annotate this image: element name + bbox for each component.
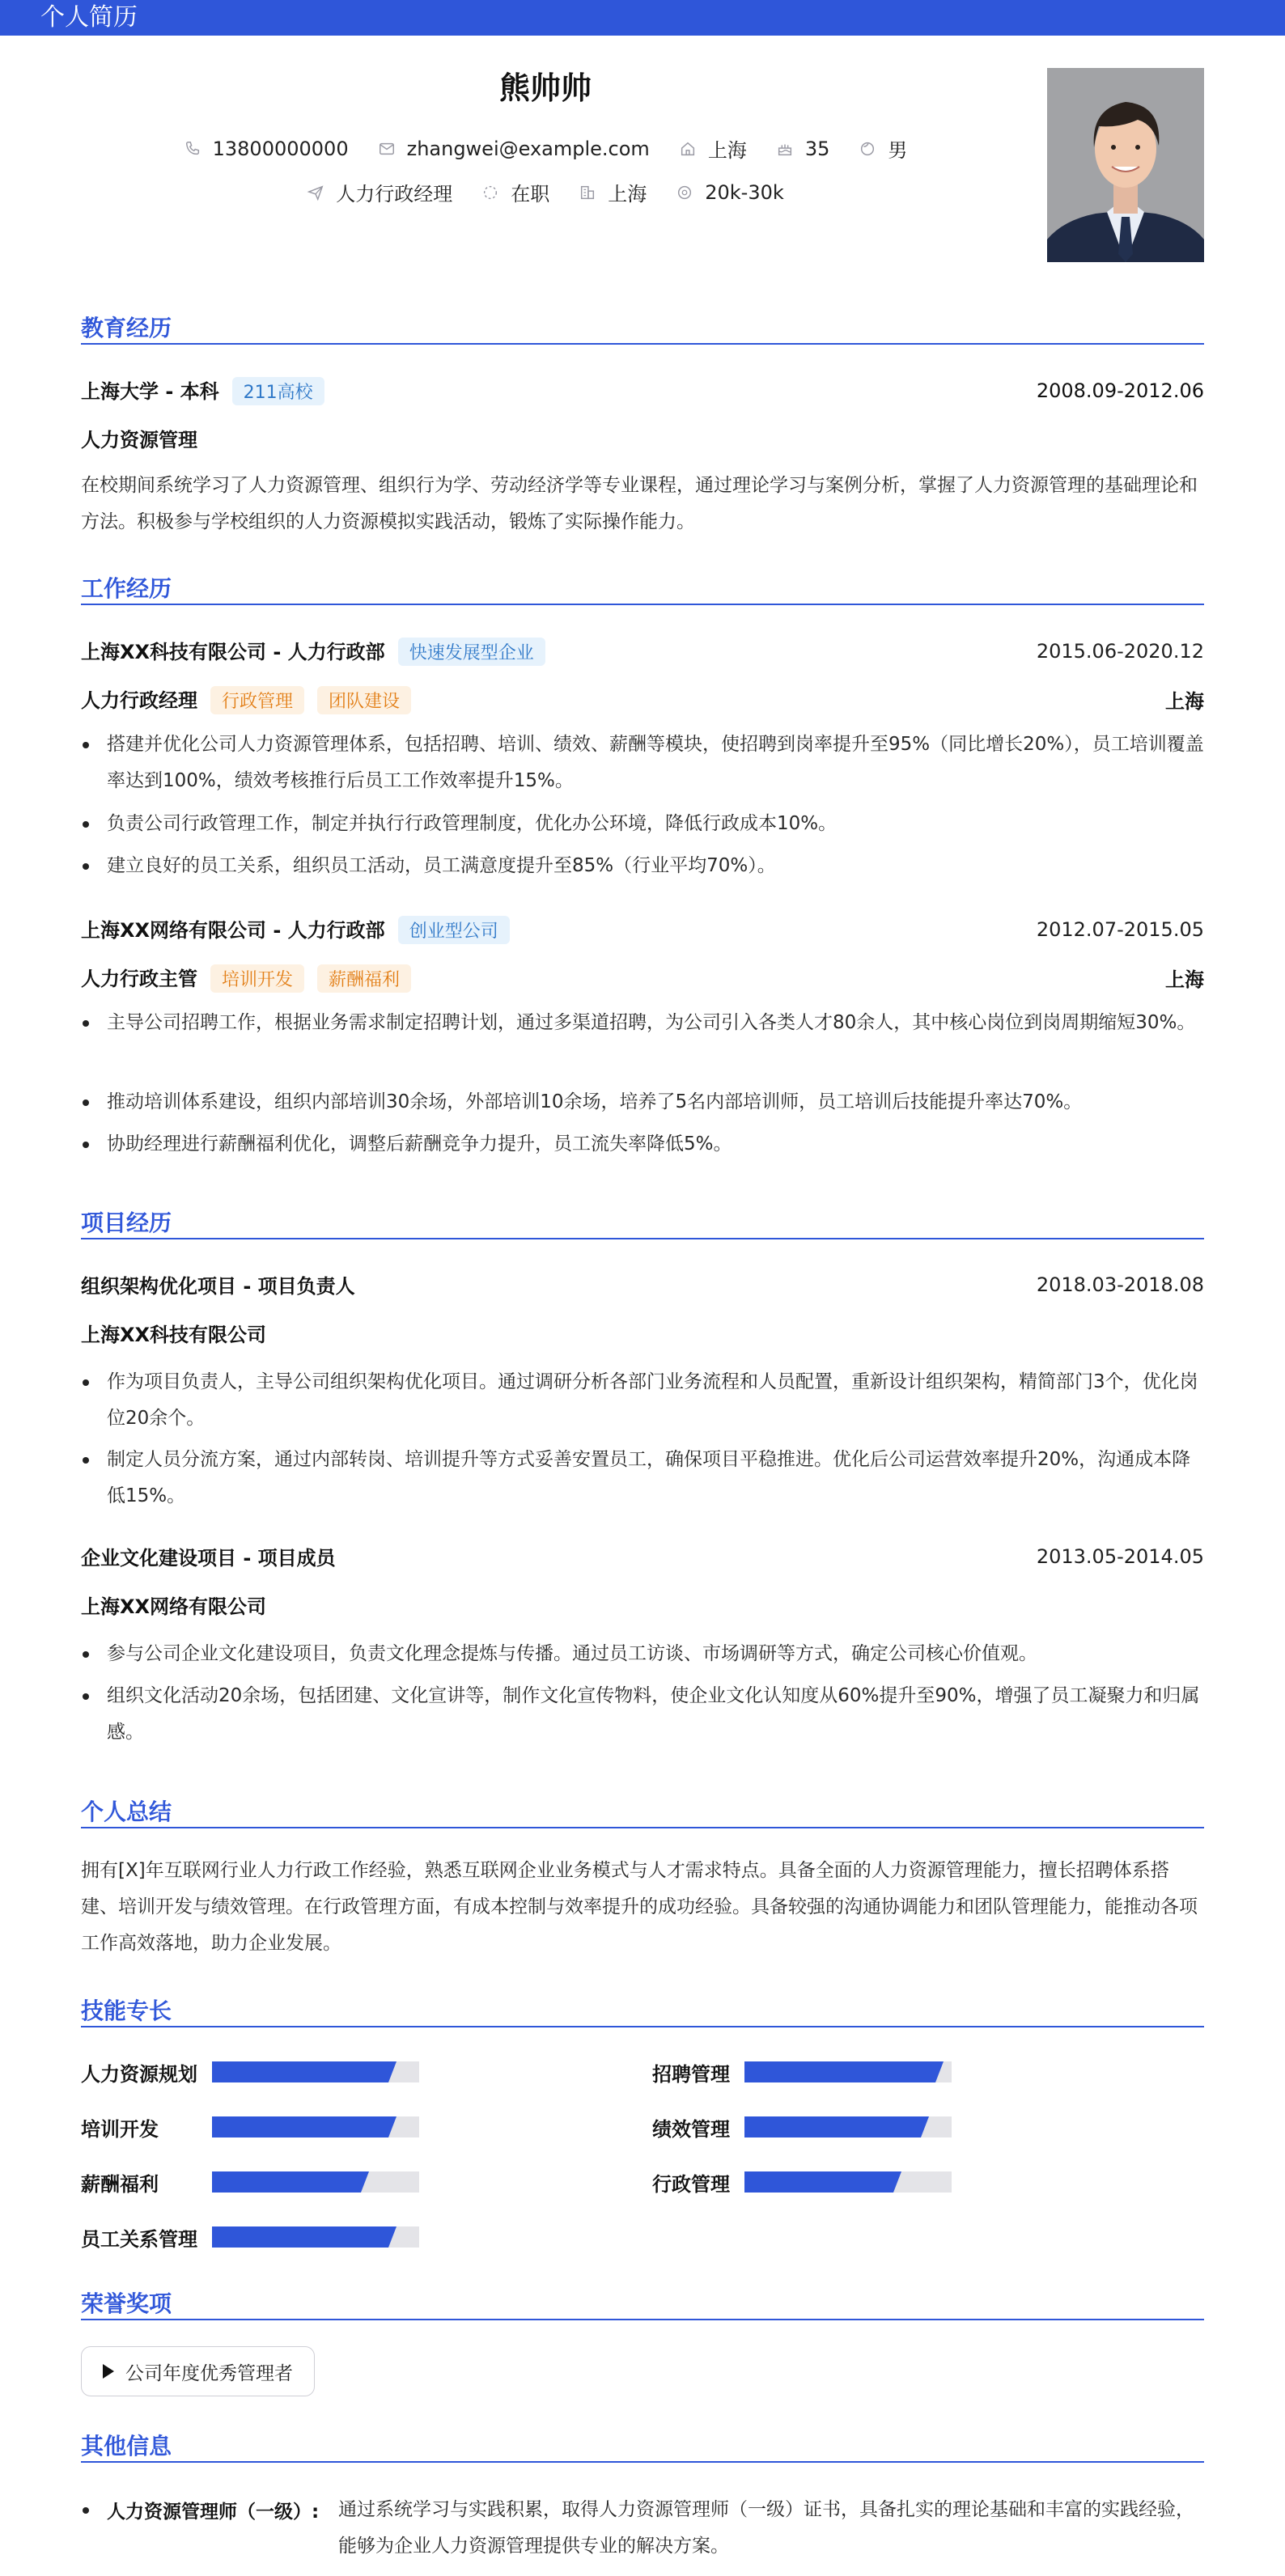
skill-fill [212,2226,388,2248]
job-company: 上海XX网络有限公司 - 人力行政部 [81,919,385,942]
email-text: zhangwei@example.com [406,137,650,160]
section-title-education: 教育经历 [81,315,172,341]
job-date: 2012.07-2015.05 [1036,917,1204,941]
job-intent-row [0,178,1091,206]
section-divider [81,1827,1204,1828]
job-position: 人力行政主管 [81,968,197,990]
project-name: 组织架构优化项目 - 项目负责人 [81,1275,355,1298]
candidate-name: 熊帅帅 [498,70,592,106]
loading-icon [481,184,499,201]
skill-fill [744,2171,893,2193]
skill-name: 培训开发 [81,2118,159,2141]
section-divider [81,1238,1204,1239]
skill-bar [212,2226,419,2248]
job-bullet: 主导公司招聘工作，根据业务需求制定招聘计划，通过多渠道招聘，为公司引入各类人才80余人，其中核心岗位到岗周期缩短30%。 [81,1005,1204,1041]
job-company-tag: 快速发展型企业 [398,638,545,666]
job-bullet: 搭建并优化公司人力资源管理体系，包括招聘、培训、绩效、薪酬等模块，使招聘到岗率提升至95%（同比增长20%），员工培训覆盖率达到100%，绩效考核推行后员工工作效率提升15%。 [81,727,1204,799]
section-title-honors: 荣誉奖项 [81,2290,172,2317]
project-company-row [81,1319,1204,1347]
target-job-text: 人力行政经理 [336,183,453,205]
skill-fill [212,2171,361,2193]
job-position-row [81,684,1204,714]
skill-bar [212,2061,419,2082]
status-item [481,178,549,206]
project-bullet: 作为项目负责人，主导公司组织架构优化项目。通过调研分析各部门业务流程和人员配置，重新设计组织架构，精简部门3个，优化岗位20余个。 [81,1364,1204,1437]
section-title-projects: 项目经历 [81,1210,172,1236]
skill-bar [744,2171,952,2193]
honor-label: 公司年度优秀管理者 [125,2362,293,2384]
job-position-row [81,963,1204,993]
skill-fill [744,2116,921,2137]
job-skill-tag: 团队建设 [317,686,411,714]
skill-name: 人力资源规划 [81,2063,197,2086]
job-skill-tag: 培训开发 [210,964,304,993]
project-bullet: 参与公司企业文化建设项目，负责文化理念提炼与传播。通过员工访谈、市场调研等方式，确定公司核心价值观。 [81,1636,1204,1672]
mail-icon [378,140,396,158]
section-divider [81,2461,1204,2463]
section-title-summary: 个人总结 [81,1799,172,1825]
project-header-row [81,1270,1204,1299]
target-city-item [579,178,647,206]
status-text: 在职 [511,183,550,205]
other-info-key: 人力资源管理师（一级）: [107,2502,320,2523]
education-date: 2008.09-2012.06 [1036,379,1204,402]
skill-bar [212,2171,419,2193]
coin-icon [676,184,693,201]
job-bullet: 负责公司行政管理工作，制定并执行行政管理制度，优化办公环境，降低行政成本10%。 [81,806,1204,842]
salary-text: 20k-30k [705,180,784,204]
section-title-skills: 技能专长 [81,1998,172,2024]
section-divider [81,343,1204,345]
salary-item [676,181,784,204]
gender-text: 男 [888,139,908,162]
other-info-value: 通过系统学习与实践积累，取得人力资源管理师（一级）证书，具备扎实的理论基础和丰富的实践经验，能够为企业人力资源管理提供专业的解决方案。 [338,2499,1194,2557]
skill-bar [744,2061,952,2082]
play-icon [103,2364,114,2379]
email-item [378,138,650,160]
section-title-work: 工作经历 [81,575,172,602]
contact-row [0,134,1091,163]
project-name: 企业文化建设项目 - 项目成员 [81,1547,336,1570]
age-text: 35 [804,137,830,160]
city-text: 上海 [707,139,747,162]
education-major-row [81,424,1204,452]
job-bullet: 建立良好的员工关系，组织员工活动，员工满意度提升至85%（行业平均70%）。 [81,848,1204,884]
job-location: 上海 [1165,690,1204,713]
phone-icon [184,140,201,158]
summary-text: 拥有[X]年互联网行业人力行政工作经验，熟悉互联网企业业务模式与人才需求特点。具备全面的人力资源管理能力，擅长招聘体系搭建、培训开发与绩效管理。在行政管理方面，有成本控制与效率提升的成功经验。具备较强的沟通协调能力和团队管理能力，能推动各项工作高效落地，助力企业发展。 [81,1860,1198,1954]
job-company-tag: 创业型公司 [398,916,510,944]
age-item [776,138,830,160]
job-location: 上海 [1165,968,1204,991]
job-header-row [81,914,1204,944]
job-bullet: 推动培训体系建设，组织内部培训30余场，外部培训10余场，培养了5名内部培训师，员工培训后技能提升率达70%。 [81,1084,1204,1121]
bullet-dot [83,2507,89,2514]
skill-bar [744,2116,952,2137]
skill-fill [212,2061,388,2082]
job-bullet: 协助经理进行薪酬福利优化，调整后薪酬竞争力提升，员工流失率降低5%。 [81,1126,1204,1163]
gender-item [859,134,907,163]
project-date: 2013.05-2014.05 [1036,1544,1204,1568]
skill-name: 招聘管理 [652,2063,730,2086]
skill-name: 行政管理 [652,2173,730,2196]
target-job-item [307,178,452,206]
header-bar [0,0,1285,36]
job-position: 人力行政经理 [81,689,197,712]
job-skill-tag: 行政管理 [210,686,304,714]
project-company: 上海XX网络有限公司 [81,1595,267,1618]
project-company: 上海XX科技有限公司 [81,1324,267,1346]
phone-text: 13800000000 [212,137,349,160]
gender-icon [859,140,876,158]
skill-name: 员工关系管理 [81,2228,197,2251]
target-city-text: 上海 [608,183,647,205]
skill-fill [212,2116,388,2137]
project-bullet: 制定人员分流方案，通过内部转岗、培训提升等方式妥善安置员工，确保项目平稳推进。优化后公司运营效率提升20%，沟通成本降低15%。 [81,1442,1204,1515]
section-divider [81,2026,1204,2027]
education-header-row [81,375,1204,405]
phone-item [184,138,349,160]
profile-photo [1047,68,1204,262]
home-icon [679,140,697,158]
cake-icon [776,140,794,158]
job-skill-tag: 薪酬福利 [317,964,411,993]
section-divider [81,604,1204,605]
education-tag: 211高校 [232,377,324,405]
job-company: 上海XX科技有限公司 - 人力行政部 [81,641,385,663]
education-school: 上海大学 - 本科 [81,380,219,403]
honor-item[interactable] [81,2346,315,2396]
project-bullet: 组织文化活动20余场，包括团建、文化宣讲等，制作文化宣传物料，使企业文化认知度从60%提升至90%，增强了员工凝聚力和归属感。 [81,1678,1204,1751]
job-header-row [81,636,1204,666]
section-title-other: 其他信息 [81,2433,172,2459]
skill-bar [212,2116,419,2137]
send-icon [307,184,324,201]
header-title: 个人简历 [40,3,138,32]
skill-fill [744,2061,935,2082]
skill-name: 薪酬福利 [81,2173,159,2196]
building-icon [579,184,596,201]
section-divider [81,2319,1204,2320]
education-major: 人力资源管理 [81,429,197,451]
job-date: 2015.06-2020.12 [1036,639,1204,663]
skill-name: 绩效管理 [652,2118,730,2141]
education-description: 在校期间系统学习了人力资源管理、组织行为学、劳动经济学等专业课程，通过理论学习与案例分析，掌握了人力资源管理的基础理论和方法。积极参与学校组织的人力资源模拟实践活动，锻炼了实际操作能力。 [81,475,1198,532]
city-item [679,134,747,163]
project-header-row [81,1542,1204,1570]
project-company-row [81,1591,1204,1619]
project-date: 2018.03-2018.08 [1036,1273,1204,1296]
